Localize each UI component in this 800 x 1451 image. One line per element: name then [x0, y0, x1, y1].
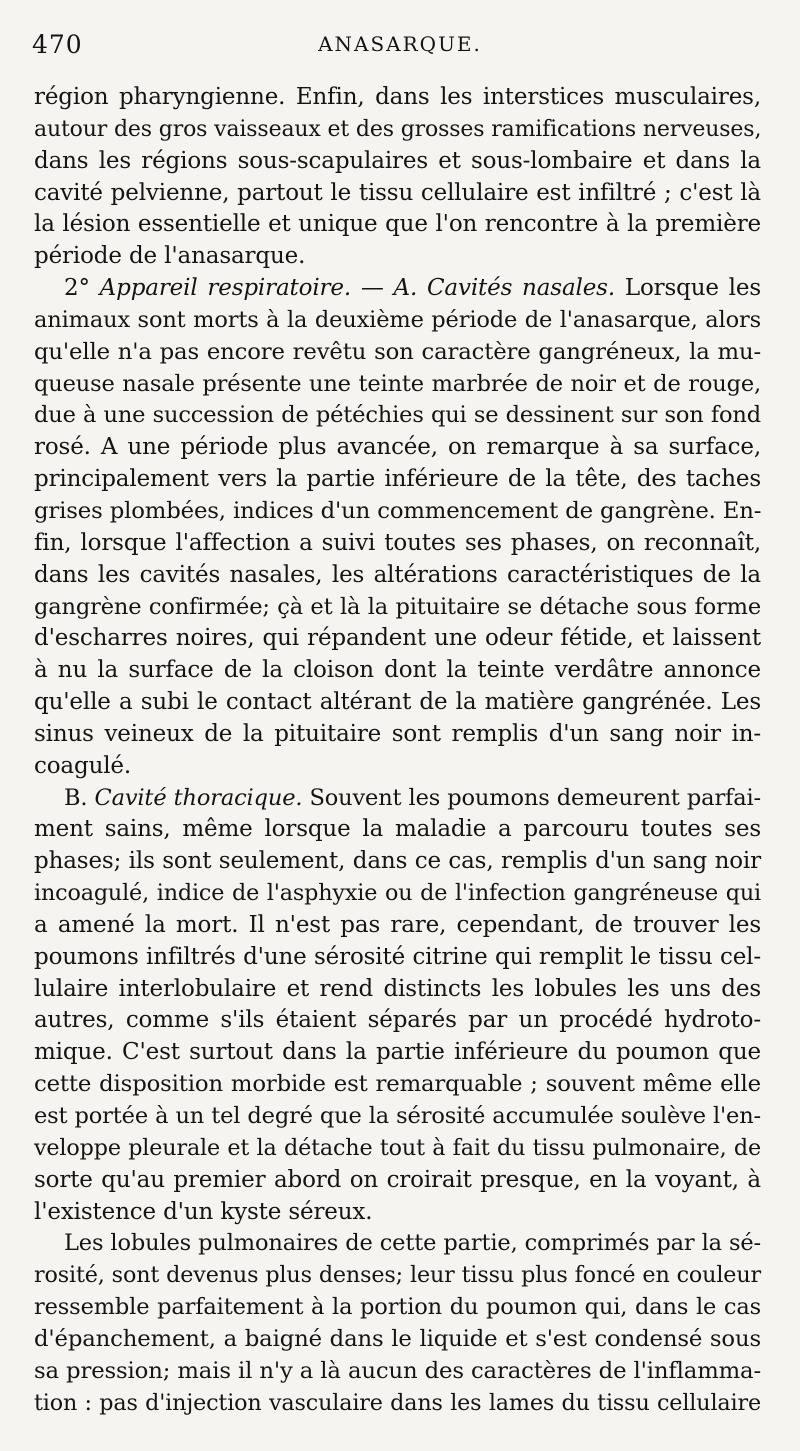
- text-line: ressemble parfaitement à la portion du poumon qui, dans le cas: [34, 1294, 761, 1321]
- text-line: a amené la mort. Il n'est pas rare, cependant, de trouver les: [34, 911, 761, 938]
- text-line: cette disposition morbide est remarquable ; souvent même elle: [34, 1071, 761, 1098]
- running-title: ANASARQUE.: [318, 32, 482, 56]
- text-line: autres, comme s'ils étaient séparés par un procédé hydroto-: [34, 1007, 761, 1034]
- text-line: principalement vers la partie inférieure de la tête, des taches: [34, 466, 761, 493]
- text-line: fin, lorsque l'affection a suivi toutes ses phases, on reconnaît,: [34, 529, 761, 556]
- text-line: veloppe pleurale et la détache tout à fait du tissu pulmonaire, de: [34, 1134, 761, 1161]
- text-line: poumons infiltrés d'une sérosité citrine qui remplit le tissu cel-: [34, 943, 761, 970]
- text-segment: B.: [64, 784, 95, 811]
- text-line: rosé. A une période plus avancée, on remarque à sa surface,: [34, 434, 761, 461]
- text-line: [34, 783, 761, 815]
- text-line: période de l'anasarque.: [34, 243, 306, 270]
- text-line: d'escharres noires, qui répandent une odeur fétide, et laissent: [34, 625, 761, 652]
- text-line: animaux sont morts à la deuxième période de l'anasarque, alors: [34, 306, 761, 333]
- page-number: 470: [32, 30, 83, 59]
- text-line: Les lobules pulmonaires de cette partie, comprimés par la sé-: [64, 1230, 761, 1257]
- text-line: lulaire interlobulaire et rend distincts les lobules les uns des: [34, 975, 761, 1002]
- text-line: qu'elle a subi le contact altérant de la matière gangrénée. Les: [34, 689, 761, 716]
- text-line: sorte qu'au premier abord on croirait presque, en la voyant, à: [34, 1166, 761, 1193]
- page-header: [32, 30, 768, 70]
- text-line: [34, 273, 761, 305]
- text-line: gangrène confirmée; çà et là la pituitaire se détache sous forme: [34, 593, 761, 620]
- text-line: mique. C'est surtout dans la partie inférieure du poumon que: [34, 1039, 761, 1066]
- text-line: phases; ils sont seulement, dans ce cas, remplis d'un sang noir: [34, 848, 761, 875]
- text-line: qu'elle n'a pas encore revêtu son caractère gangréneux, la mu-: [34, 338, 761, 365]
- text-line: l'existence d'un kyste séreux.: [34, 1198, 373, 1225]
- text-line: sinus veineux de la pituitaire sont remplis d'un sang noir in-: [34, 720, 761, 747]
- text-line: queuse nasale présente une teinte marbrée de noir et de rouge,: [34, 370, 761, 397]
- text-line: région pharyngienne. Enfin, dans les interstices musculaires,: [34, 84, 761, 110]
- text-line: grises plombées, indices d'un commencement de gangrène. En-: [34, 497, 762, 524]
- text-line: due à une succession de pétéchies qui se dessinent sur son fond: [34, 402, 761, 429]
- text-line: dans les cavités nasales, les altérations caractéristiques de la: [34, 561, 761, 588]
- text-line: autour des gros vaisseaux et des grosses ramifications nerveuses,: [34, 116, 762, 142]
- text-segment: Lorsque les: [614, 275, 761, 302]
- text-line: rosité, sont devenus plus denses; leur tissu plus foncé en couleur: [34, 1262, 761, 1289]
- text-line: la lésion essentielle et unique que l'on rencontre à la première: [34, 211, 761, 238]
- text-segment: 2°: [64, 275, 100, 302]
- text-line: à nu la surface de la cloison dont la teinte verdâtre annonce: [34, 657, 761, 684]
- italic-heading: Appareil respiratoire. — A. Cavités nasales.: [99, 275, 615, 302]
- text-line: coagulé.: [34, 752, 132, 779]
- text-line: dans les régions sous-scapulaires et sous-lombaire et dans la: [34, 147, 761, 174]
- text-line: incoagulé, indice de l'asphyxie ou de l'infection gangréneuse qui: [34, 880, 761, 907]
- text-segment: Souvent les poumons demeurent parfai-: [302, 784, 761, 811]
- italic-heading: Cavité thoracique.: [94, 784, 303, 811]
- text-line: cavité pelvienne, partout le tissu cellulaire est infiltré ; c'est là: [34, 179, 761, 206]
- body-text: [34, 82, 761, 1419]
- text-line: d'épanchement, a baigné dans le liquide et s'est condensé sous: [34, 1325, 761, 1352]
- text-line: ment sains, même lorsque la maladie a parcouru toutes ses: [34, 816, 761, 843]
- text-line: tion : pas d'injection vasculaire dans les lames du tissu cellulaire: [34, 1389, 761, 1416]
- text-line: est portée à un tel degré que la sérosité accumulée soulève l'en-: [34, 1103, 761, 1129]
- text-line: sa pression; mais il n'y a là aucun des caractères de l'inflamma-: [34, 1357, 761, 1384]
